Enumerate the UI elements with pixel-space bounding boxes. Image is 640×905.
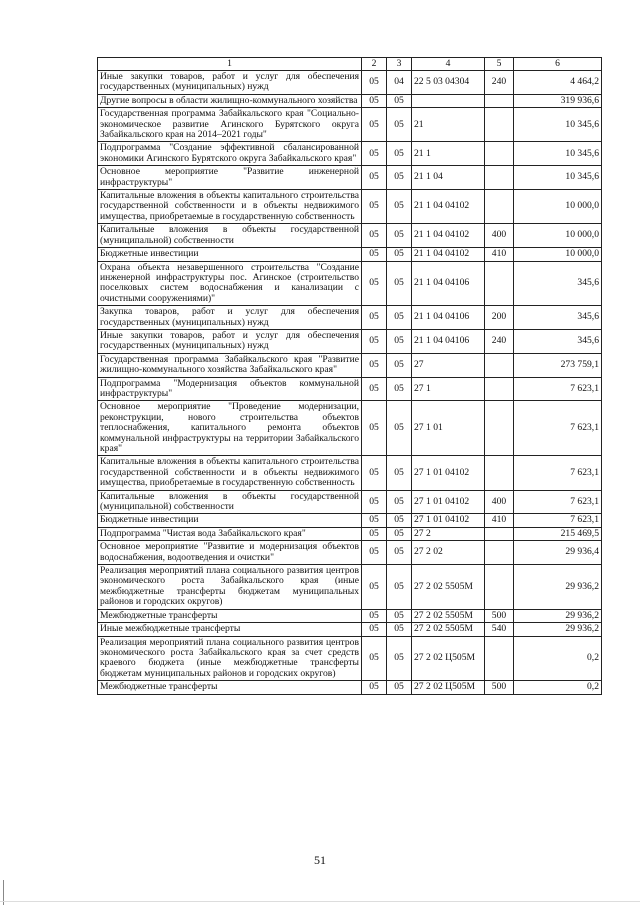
header-cell-target-article: 4 xyxy=(412,58,485,71)
cell-target-article: 21 1 04 04102 xyxy=(412,224,485,248)
header-cell-amount: 6 xyxy=(514,58,602,71)
cell-section: 05 xyxy=(362,623,387,636)
cell-name: Основное мероприятие "Развитие инженерной инфраструктуры" xyxy=(98,166,362,190)
cell-name: Межбюджетные трансферты xyxy=(98,681,362,694)
cell-name: Подпрограмма "Чистая вода Забайкальского края" xyxy=(98,527,362,540)
cell-expense-type xyxy=(485,353,514,377)
cell-target-article: 21 1 04 04102 xyxy=(412,190,485,224)
cell-section: 05 xyxy=(362,353,387,377)
cell-name: Подпрограмма "Модернизация объектов коммунальной инфраструктуры" xyxy=(98,377,362,401)
cell-target-article: 27 2 02 5505М xyxy=(412,623,485,636)
cell-section: 05 xyxy=(362,261,387,306)
cell-expense-type xyxy=(485,142,514,166)
table-row xyxy=(98,377,602,401)
cell-subsection: 05 xyxy=(387,623,412,636)
cell-target-article: 27 1 01 04102 xyxy=(412,456,485,490)
cell-name: Другие вопросы в области жилищно-коммунального хозяйства xyxy=(98,94,362,107)
table-row xyxy=(98,681,602,694)
cell-target-article: 27 2 02 xyxy=(412,541,485,565)
cell-amount: 345,6 xyxy=(514,329,602,353)
table-row xyxy=(98,609,602,622)
table-body xyxy=(98,71,602,695)
cell-expense-type: 410 xyxy=(485,514,514,527)
cell-section: 05 xyxy=(362,248,387,261)
cell-name: Реализация мероприятий плана социального развития центров экономического роста Забайкальского края (иные межбюджетные трансферты бюджетам муниципальных районов и городских округов) xyxy=(98,565,362,610)
table-row xyxy=(98,514,602,527)
cell-amount: 7 623,1 xyxy=(514,456,602,490)
cell-amount: 345,6 xyxy=(514,306,602,330)
cell-section: 05 xyxy=(362,108,387,142)
cell-name: Реализация мероприятий плана социального развития центров экономического роста Забайкальского края за счет средств краевого бюджета (иные межбюджетные трансферты бюджетам муниципальных районов и городских округов) xyxy=(98,636,362,681)
cell-target-article: 27 1 xyxy=(412,377,485,401)
table-row xyxy=(98,248,602,261)
cell-subsection: 05 xyxy=(387,527,412,540)
cell-amount: 319 936,6 xyxy=(514,94,602,107)
cell-amount: 29 936,2 xyxy=(514,609,602,622)
cell-subsection: 05 xyxy=(387,636,412,681)
cell-subsection: 05 xyxy=(387,166,412,190)
cell-target-article: 21 xyxy=(412,108,485,142)
cell-amount: 7 623,1 xyxy=(514,490,602,514)
cell-expense-type: 240 xyxy=(485,329,514,353)
cell-subsection: 05 xyxy=(387,377,412,401)
cell-expense-type: 400 xyxy=(485,224,514,248)
cell-amount: 10 345,6 xyxy=(514,142,602,166)
table-row xyxy=(98,224,602,248)
cell-name: Бюджетные инвестиции xyxy=(98,248,362,261)
table-row xyxy=(98,306,602,330)
cell-name: Межбюджетные трансферты xyxy=(98,609,362,622)
cell-section: 05 xyxy=(362,71,387,95)
cell-name: Капитальные вложения в объекты государственной (муниципальной) собственности xyxy=(98,224,362,248)
cell-subsection: 05 xyxy=(387,609,412,622)
cell-target-article: 21 1 xyxy=(412,142,485,166)
cell-section: 05 xyxy=(362,377,387,401)
cell-target-article: 21 1 04 04102 xyxy=(412,248,485,261)
cell-target-article: 27 2 xyxy=(412,527,485,540)
header-cell-expense-type: 5 xyxy=(485,58,514,71)
cell-subsection: 05 xyxy=(387,353,412,377)
cell-amount: 10 000,0 xyxy=(514,248,602,261)
table-row xyxy=(98,329,602,353)
cell-section: 05 xyxy=(362,681,387,694)
cell-expense-type xyxy=(485,190,514,224)
cell-expense-type xyxy=(485,94,514,107)
bottom-edge-rule xyxy=(0,901,640,902)
cell-subsection: 05 xyxy=(387,248,412,261)
cell-target-article: 21 1 04 xyxy=(412,166,485,190)
cell-section: 05 xyxy=(362,142,387,166)
cell-expense-type xyxy=(485,527,514,540)
cell-section: 05 xyxy=(362,527,387,540)
table-row xyxy=(98,623,602,636)
cell-subsection: 05 xyxy=(387,514,412,527)
cell-expense-type: 500 xyxy=(485,609,514,622)
cell-target-article: 22 5 03 04304 xyxy=(412,71,485,95)
cell-target-article xyxy=(412,94,485,107)
table-row xyxy=(98,142,602,166)
cell-section: 05 xyxy=(362,636,387,681)
table-row xyxy=(98,166,602,190)
cell-name: Основное мероприятие "Проведение модернизации, реконструкции, нового строительства объектов теплоснабжения, капитального ремонта объектов коммунальной инфраструктуры на территории Забайкальского края" xyxy=(98,401,362,456)
cell-subsection: 05 xyxy=(387,261,412,306)
cell-amount: 10 000,0 xyxy=(514,224,602,248)
cell-amount: 10 000,0 xyxy=(514,190,602,224)
cell-target-article: 27 2 02 Ц505М xyxy=(412,636,485,681)
cell-section: 05 xyxy=(362,166,387,190)
cell-name: Подпрограмма "Создание эффективной сбалансированной экономики Агинского Бурятского округа Забайкальского края" xyxy=(98,142,362,166)
cell-name: Иные закупки товаров, работ и услуг для обеспечения государственных (муниципальных) нужд xyxy=(98,71,362,95)
cell-expense-type xyxy=(485,261,514,306)
table-row xyxy=(98,541,602,565)
cell-amount: 10 345,6 xyxy=(514,108,602,142)
cell-name: Капитальные вложения в объекты капитального строительства государственной собственности и в объекты недвижимого имущества, приобретаемые в государственную собственность xyxy=(98,456,362,490)
cell-expense-type xyxy=(485,108,514,142)
cell-target-article: 21 1 04 04106 xyxy=(412,261,485,306)
cell-subsection: 05 xyxy=(387,329,412,353)
budget-table xyxy=(97,57,602,695)
cell-amount: 29 936,2 xyxy=(514,565,602,610)
cell-target-article: 27 xyxy=(412,353,485,377)
cell-expense-type: 500 xyxy=(485,681,514,694)
cell-subsection: 05 xyxy=(387,565,412,610)
cell-section: 05 xyxy=(362,514,387,527)
page-number: 51 xyxy=(314,853,326,867)
cell-target-article: 21 1 04 04106 xyxy=(412,306,485,330)
table-row xyxy=(98,261,602,306)
cell-subsection: 04 xyxy=(387,71,412,95)
cell-expense-type xyxy=(485,636,514,681)
cell-section: 05 xyxy=(362,94,387,107)
cell-subsection: 05 xyxy=(387,681,412,694)
table-row xyxy=(98,190,602,224)
table-row xyxy=(98,353,602,377)
cell-subsection: 05 xyxy=(387,456,412,490)
cell-subsection: 05 xyxy=(387,306,412,330)
header-cell-name: 1 xyxy=(98,58,362,71)
header-cell-subsection: 3 xyxy=(387,58,412,71)
cell-amount: 7 623,1 xyxy=(514,377,602,401)
cell-name: Иные закупки товаров, работ и услуг для обеспечения государственных (муниципальных) нужд xyxy=(98,329,362,353)
cell-name: Государственная программа Забайкальского края "Развитие жилищно-коммунального хозяйства Забайкальского края" xyxy=(98,353,362,377)
cell-amount: 4 464,2 xyxy=(514,71,602,95)
cell-amount: 273 759,1 xyxy=(514,353,602,377)
table-row xyxy=(98,527,602,540)
cell-target-article: 21 1 04 04106 xyxy=(412,329,485,353)
cell-target-article: 27 2 02 5505М xyxy=(412,565,485,610)
cell-subsection: 05 xyxy=(387,541,412,565)
table-header-row xyxy=(98,58,602,71)
cell-subsection: 05 xyxy=(387,190,412,224)
cell-section: 05 xyxy=(362,456,387,490)
cell-amount: 7 623,1 xyxy=(514,401,602,456)
cell-name: Охрана объекта незавершенного строительства "Создание инженерной инфраструктуры пос. Агинское (строительство поселковых систем водоснабжения и канализации с очистными сооружениями)" xyxy=(98,261,362,306)
cell-amount: 0,2 xyxy=(514,636,602,681)
cell-section: 05 xyxy=(362,329,387,353)
cell-subsection: 05 xyxy=(387,108,412,142)
cell-subsection: 05 xyxy=(387,401,412,456)
cell-section: 05 xyxy=(362,306,387,330)
cell-section: 05 xyxy=(362,541,387,565)
cell-section: 05 xyxy=(362,565,387,610)
cell-name: Бюджетные инвестиции xyxy=(98,514,362,527)
cell-amount: 0,2 xyxy=(514,681,602,694)
table-row xyxy=(98,108,602,142)
cell-subsection: 05 xyxy=(387,490,412,514)
cell-subsection: 05 xyxy=(387,142,412,166)
cell-amount: 10 345,6 xyxy=(514,166,602,190)
table-row xyxy=(98,490,602,514)
cell-name: Капитальные вложения в объекты капитального строительства государственной собственности и в объекты недвижимого имущества, приобретаемые в государственную собственность xyxy=(98,190,362,224)
cell-target-article: 27 1 01 xyxy=(412,401,485,456)
table-row xyxy=(98,94,602,107)
cell-section: 05 xyxy=(362,224,387,248)
cell-amount: 29 936,2 xyxy=(514,623,602,636)
cell-expense-type: 540 xyxy=(485,623,514,636)
cell-amount: 345,6 xyxy=(514,261,602,306)
cell-section: 05 xyxy=(362,190,387,224)
cell-expense-type xyxy=(485,541,514,565)
header-cell-section: 2 xyxy=(362,58,387,71)
cell-section: 05 xyxy=(362,609,387,622)
cell-name: Основное мероприятие "Развитие и модернизация объектов водоснабжения, водоотведения и очистки" xyxy=(98,541,362,565)
cell-name: Государственная программа Забайкальского края "Социально-экономическое развитие Агинского Бурятского округа Забайкальского края на 2014–2021 годы" xyxy=(98,108,362,142)
table-row xyxy=(98,401,602,456)
cell-expense-type: 400 xyxy=(485,490,514,514)
cell-expense-type: 410 xyxy=(485,248,514,261)
cell-expense-type xyxy=(485,565,514,610)
table-row xyxy=(98,636,602,681)
cell-subsection: 05 xyxy=(387,224,412,248)
cell-expense-type: 240 xyxy=(485,71,514,95)
cell-expense-type xyxy=(485,166,514,190)
cell-subsection: 05 xyxy=(387,94,412,107)
cell-expense-type xyxy=(485,401,514,456)
cell-name: Капитальные вложения в объекты государственной (муниципальной) собственности xyxy=(98,490,362,514)
cell-name: Закупка товаров, работ и услуг для обеспечения государственных (муниципальных) нужд xyxy=(98,306,362,330)
cell-expense-type xyxy=(485,456,514,490)
table-row xyxy=(98,456,602,490)
cell-target-article: 27 1 01 04102 xyxy=(412,514,485,527)
cell-target-article: 27 2 02 5505М xyxy=(412,609,485,622)
cell-amount: 29 936,4 xyxy=(514,541,602,565)
cell-target-article: 27 1 01 04102 xyxy=(412,490,485,514)
table-row xyxy=(98,565,602,610)
cell-name: Иные межбюджетные трансферты xyxy=(98,623,362,636)
cell-amount: 215 469,5 xyxy=(514,527,602,540)
table-row xyxy=(98,71,602,95)
cell-target-article: 27 2 02 Ц505М xyxy=(412,681,485,694)
cell-amount: 7 623,1 xyxy=(514,514,602,527)
cell-section: 05 xyxy=(362,490,387,514)
cell-expense-type xyxy=(485,377,514,401)
cell-expense-type: 200 xyxy=(485,306,514,330)
cell-section: 05 xyxy=(362,401,387,456)
